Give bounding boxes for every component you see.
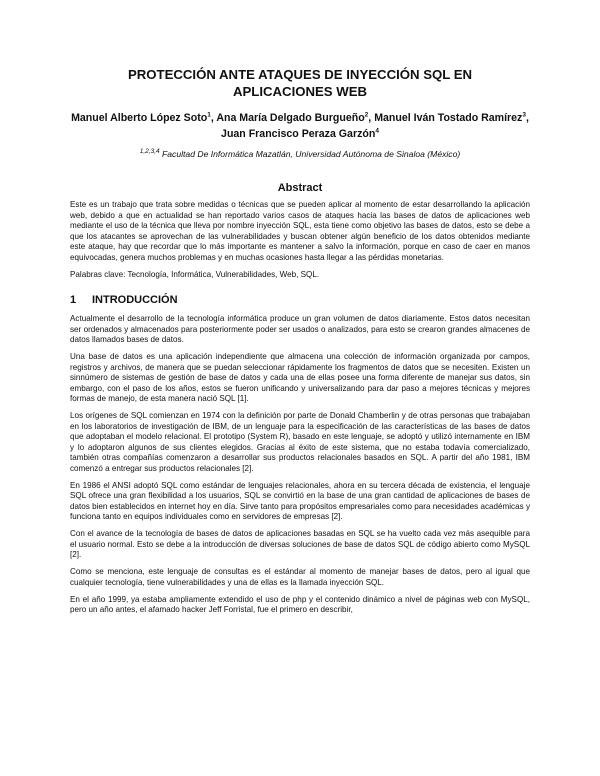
affiliation <box>70 148 530 160</box>
section-heading <box>70 294 530 306</box>
author-name: Manuel Alberto López Soto <box>71 112 208 124</box>
abstract-text: Este es un trabajo que trata sobre medidas o técnicas que se pueden aplicar al momento de estar desarrollando la aplicación web, debido a que en actualidad se han reportado varios casos de ataques hacia las bases de datos de aplicaciones web mediante el uso de la técnica que lleva por nombre inyección SQL, esta tiene como objetivo las bases de datos, esto se debe a que los atacantes se aprovechan de las vulnerabilidades y buscan obtener algún beneficio de los datos obtenidos mediante este ataque, hay que recordar que lo más importante es mantener a salvo la información, porque en caso de caer en manos equivocadas, genera muchos problemas y en muchas ocasiones hasta llegar a las pérdidas monetarias. <box>70 200 530 262</box>
author-name: Juan Francisco Peraza Garzón <box>221 128 376 140</box>
paper-page <box>70 66 530 622</box>
author-line-1: Manuel Alberto López Soto$^1$, Ana María Delgado Burgueño$^2$, Manuel Iván Tostado Ramírez$^3$, Juan Francisco Peraza Garzón$^4$ <box>71 111 529 140</box>
body-paragraph: Actualmente el desarrollo de la tecnología informática produce un gran volumen de datos diariamente. Estos datos necesitan ser ordenados y almacenados para posteriormente poder ser usados o analizados, para esto se crearon grandes almacenes de datos llamados bases de datos. <box>70 314 530 344</box>
affiliation-marks: 1,2,3,4 <box>139 148 160 156</box>
author-name: Manuel Iván Tostado Ramírez <box>374 112 523 124</box>
body-paragraph: Como se menciona, este lenguaje de consultas es el estándar al momento de manejar bases de datos, pero al igual que cualquier tecnología, tiene vulnerabilidades y una de ellas es la llamada inyección SQL. <box>70 567 530 587</box>
author-name: Ana María Delgado Burgueño <box>216 112 365 124</box>
section-title: INTRODUCCIÓN <box>92 294 178 306</box>
author-affiliation-mark: 4 <box>375 127 379 135</box>
body-paragraph: Los orígenes de SQL comienzan en 1974 con la definición por parte de Donald Chamberlin y de otras personas que trabajaban en los laboratorios de investigación de IBM, de un lenguaje para la especificación de las características de las bases de datos que adoptaban el modelo relacional. El prototipo (System R), basado en este lenguaje, se adoptó y utilizó internamente en IBM y lo adoptaron algunos de sus clientes elegidos. Gracias al éxito de este sistema, que no estaba todavía comercializado, también otras compañías comenzaron a desarrollar sus productos relacionales basados en SQL. A partir del año 1981, IBM comenzó a entregar sus productos relacionales [2]. <box>70 411 530 473</box>
affiliation-text: Facultad De Informática Mazatlán, Universidad Autónoma de Sinaloa (México) <box>162 149 461 159</box>
title-line-2: APLICACIONES WEB <box>232 84 368 99</box>
author-list <box>70 110 530 142</box>
title-line-1: PROTECCIÓN ANTE ATAQUES DE INYECCIÓN SQL EN <box>127 67 473 82</box>
keywords: Palabras clave: Tecnología, Informática, Vulnerabilidades, Web, SQL. <box>70 269 320 279</box>
body-paragraph: Una base de datos es una aplicación independiente que almacena una colección de información organizada por campos, registros y archivos, de manera que se puedan seleccionar rápidamente los fragmentos de datos que se necesiten. Existen un sinnúmero de sistemas de gestión de base de datos y cada una de ellas posee una forma diferente de manejar sus datos, sin embargo, con el paso de los años, estos se fueron unificando y universalizando para dar paso a mejores técnicas y mejores formas de manejo, de esta manera nació SQL [1]. <box>70 352 530 403</box>
paper-title <box>70 66 530 100</box>
abstract-heading: Abstract <box>277 182 323 194</box>
author-affiliation-mark: 2 <box>364 111 369 119</box>
body-paragraph: En el año 1999, ya estaba ampliamente extendido el uso de php y el contenido dinámico a nivel de páginas web con MySQL, pero un año antes, el afamado hacker Jeff Forristal, fue el primero en describir, <box>70 594 530 614</box>
section-number: 1 <box>70 294 77 306</box>
author-affiliation-mark: 1 <box>207 111 211 119</box>
author-affiliation-mark: 3 <box>522 111 526 119</box>
body-paragraph: Con el avance de la tecnología de bases de datos de aplicaciones basadas en SQL se ha vuelto cada vez más asequible para el usuario normal. Esto se debe a la introducción de diversas soluciones de base de datos SQL de código abierto como MySQL [2]. <box>70 529 530 559</box>
body-paragraph: En 1986 el ANSI adoptó SQL como estándar de lenguajes relacionales, ahora en su tercera década de existencia, el lenguaje SQL ofrece una gran flexibilidad a los usuarios, SQL se convirtió en la base de una gran cantidad de aplicaciones de bases de datos bien establecidos en internet hoy en día. Sirve tanto para propósitos empresariales como para necesidades académicas y funciona tanto en equipos individuales como en servidores de empresas [2]. <box>70 480 530 521</box>
